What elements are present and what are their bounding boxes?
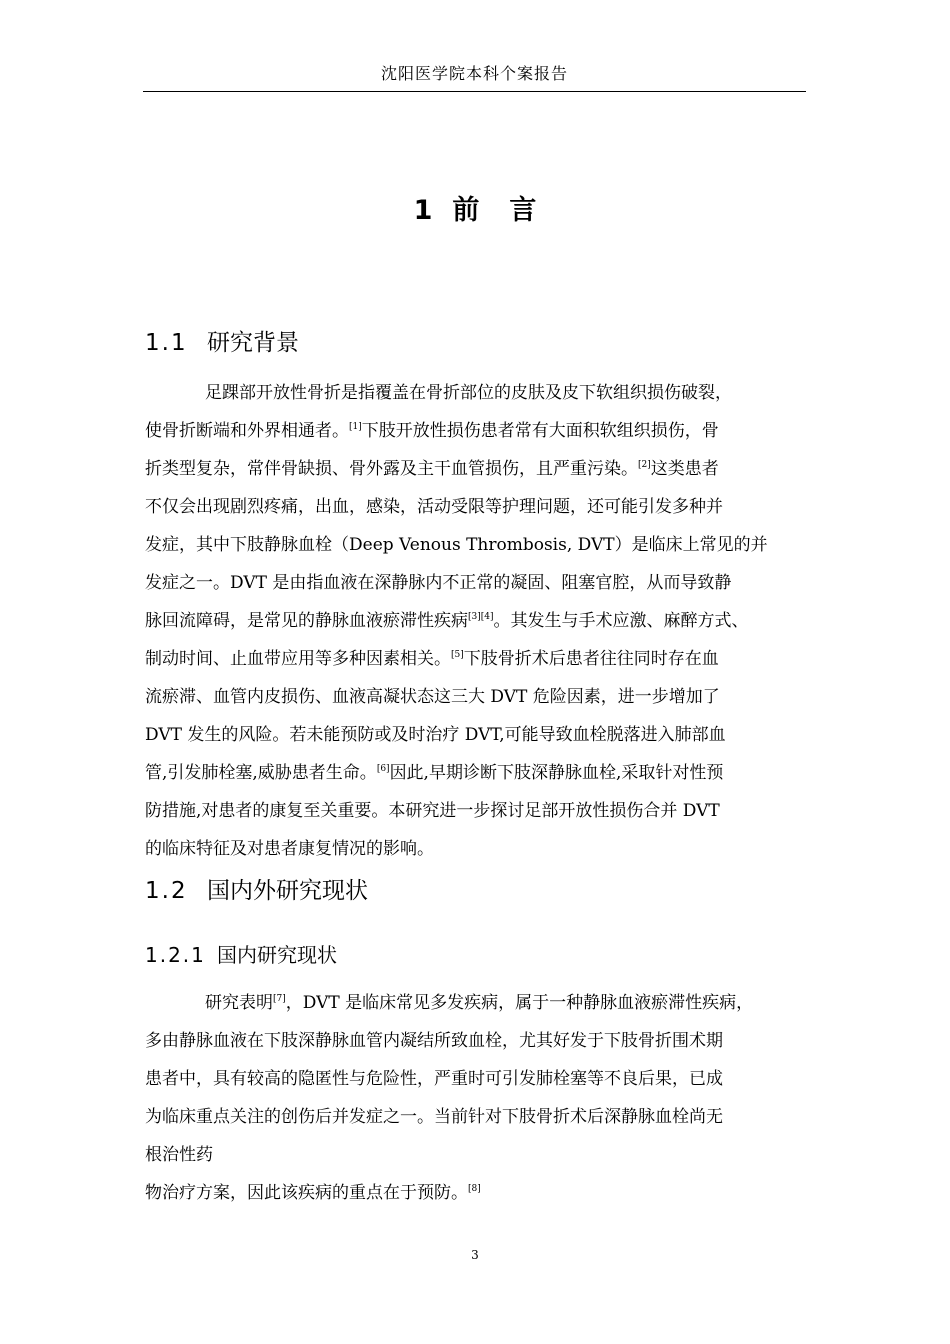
citation-ref: [2]: [638, 460, 651, 470]
text-line: 发症之一。DVT 是由指血液在深静脉内不正常的凝固、阻塞官腔，从而导致静: [145, 573, 732, 593]
text-line: 管,引发肺栓塞,威胁患者生命。[6]因此,早期诊断下肢深静脉血栓,采取针对性预: [145, 763, 724, 783]
citation-ref: [7]: [273, 994, 286, 1004]
page-number: 3: [471, 1248, 479, 1262]
text-line: 的临床特征及对患者康复情况的影响。: [145, 839, 434, 859]
subsection-title: 国内研究现状: [217, 943, 337, 967]
section-title: 研究背景: [207, 330, 299, 356]
citation-ref: [6]: [376, 764, 390, 774]
citation-ref: [3][4]: [468, 612, 494, 622]
text-line: 研究表明[7]，DVT 是临床常见多发疾病，属于一种静脉血液瘀滞性疾病，: [205, 993, 754, 1013]
text-line: 制动时间、止血带应用等多种因素相关。[5]下肢骨折术后患者往往同时存在血: [145, 649, 719, 669]
section-number: 1.2: [145, 878, 188, 904]
subsection-number: 1.2.1: [145, 943, 206, 967]
header-divider: [143, 91, 806, 92]
chapter-title: [0, 190, 950, 232]
text-line: 足踝部开放性骨折是指覆盖在骨折部位的皮肤及皮下软组织损伤破裂，: [205, 383, 732, 403]
page-header-title: 沈阳医学院本科个案报告: [380, 64, 568, 83]
citation-ref: [1]: [349, 422, 362, 432]
text-line: 根治性药: [145, 1145, 213, 1165]
text-line: 折类型复杂，常伴骨缺损、骨外露及主干血管损伤，且严重污染。[2]这类患者: [145, 459, 719, 479]
text-line: 物治疗方案，因此该疾病的重点在于预防。[8]: [145, 1183, 481, 1203]
chapter-title-part1: 前: [452, 195, 480, 226]
text-line: 多由静脉血液在下肢深静脉血管内凝结所致血栓，尤其好发于下肢骨折围术期: [145, 1031, 723, 1051]
chapter-number: 1: [413, 195, 433, 226]
text-line: 患者中，具有较高的隐匿性与危险性，严重时可引发肺栓塞等不良后果，已成: [145, 1069, 723, 1089]
section-title: 国内外研究现状: [207, 878, 368, 904]
text-line: 使骨折断端和外界相通者。[1]下肢开放性损伤患者常有大面积软组织损伤，骨: [145, 421, 719, 441]
text-line: 为临床重点关注的创伤后并发症之一。当前针对下肢骨折术后深静脉血栓尚无: [145, 1107, 723, 1127]
text-line: 脉回流障碍，是常见的静脉血液瘀滞性疾病[3][4]。其发生与手术应激、麻醉方式、: [145, 611, 749, 631]
text-line: DVT 发生的风险。若未能预防或及时治疗 DVT,可能导致血栓脱落进入肺部血: [145, 725, 726, 745]
section-1-2-heading: [145, 874, 368, 908]
section-1-2-1-paragraph: [145, 984, 810, 1212]
citation-ref: [5]: [451, 650, 464, 660]
section-1-1-paragraph: [145, 374, 810, 868]
section-1-2-1-heading: [145, 940, 337, 970]
chapter-title-part2: 言: [509, 195, 537, 226]
text-line: 防措施,对患者的康复至关重要。本研究进一步探讨足部开放性损伤合并 DVT: [145, 801, 720, 821]
text-line: 发症，其中下肢静脉血栓（Deep Venous Thrombosis, DVT）是临床上常见的并: [145, 535, 768, 555]
text-line: 流瘀滞、血管内皮损伤、血液高凝状态这三大 DVT 危险因素，进一步增加了: [145, 687, 720, 707]
citation-ref: [8]: [468, 1184, 481, 1194]
section-1-1-heading: [145, 326, 299, 360]
section-number: 1.1: [145, 330, 188, 356]
text-line: 不仅会出现剧烈疼痛，出血，感染，活动受限等护理问题，还可能引发多种并: [145, 497, 723, 517]
